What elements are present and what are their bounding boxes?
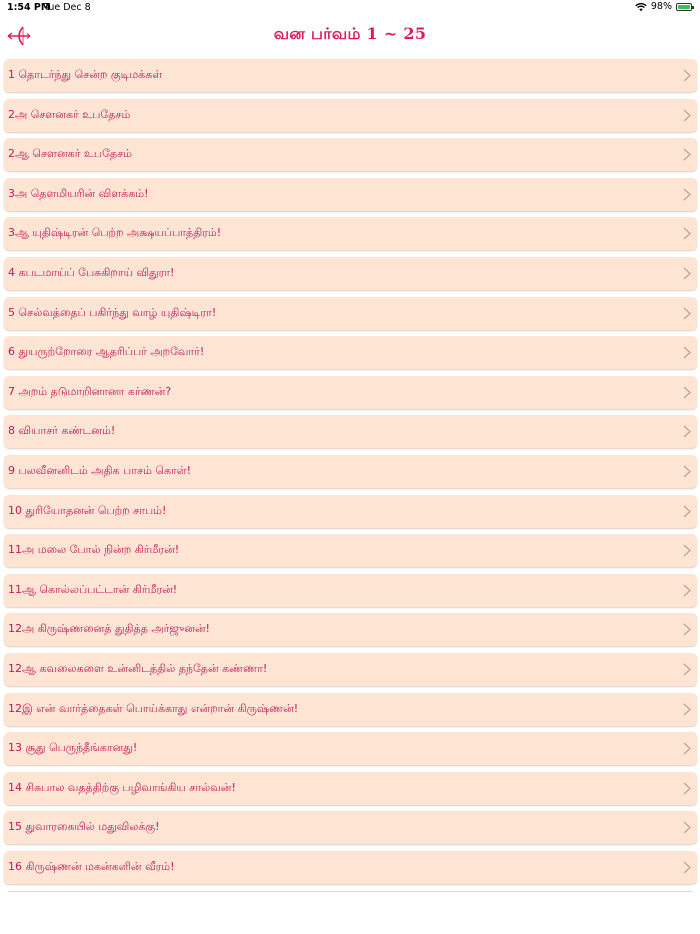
list-item[interactable]: [4, 653, 697, 686]
list-item-label: 15 துவாரகையில் மதுவிலக்கு!: [8, 820, 160, 834]
battery-fill: [678, 5, 690, 9]
chevron-right-icon: [683, 782, 691, 795]
list-item-label: 4 கபடமாய்ப் பேசுகிறாய் விதுரா!: [8, 265, 175, 279]
chevron-right-icon: [683, 623, 691, 636]
chevron-right-icon: [683, 505, 691, 518]
list-item[interactable]: [4, 138, 697, 171]
list-item-label: 9 பலவீனனிடம் அதிக பாசம் கொள்!: [8, 463, 192, 477]
list-item[interactable]: [4, 613, 697, 646]
list-item-label: 12இ என் வார்த்தைகள் பொய்க்காது என்றான் கிருஷ்ணன்!: [8, 701, 299, 715]
chevron-right-icon: [683, 267, 691, 280]
battery-percent: 98%: [650, 1, 672, 12]
list-item-label: 2அ சௌனகர் உபதேசம்: [8, 107, 131, 121]
chevron-right-icon: [683, 386, 691, 399]
list-item[interactable]: [4, 99, 697, 132]
list-item[interactable]: [4, 574, 697, 607]
status-right: [635, 1, 692, 12]
battery-icon: [676, 3, 692, 11]
list-item[interactable]: [4, 59, 697, 92]
list-item-label: 2ஆ சௌனகர் உபதேசம்: [8, 147, 133, 161]
page-title: வன பர்வம் 1 ~ 25: [273, 24, 427, 43]
status-bar: [0, 0, 700, 16]
list-item-label: 1 தொடர்ந்து சென்ற குடிமக்கள்: [8, 68, 163, 81]
list-item[interactable]: [4, 455, 697, 488]
list-item-label: 13 சூது பெருந்தீங்கானது!: [8, 741, 138, 755]
list-item-label: 12அ கிருஷ்ணனைத் துதித்த அர்ஜுனன்!: [8, 622, 210, 636]
status-date: Tue Dec 8: [44, 2, 91, 13]
chapter-list: [4, 59, 697, 890]
list-item-label: 16 கிருஷ்ணன் மகன்களின் வீரம்!: [8, 859, 175, 873]
list-item[interactable]: [4, 415, 697, 448]
list-item[interactable]: [4, 336, 697, 369]
list-item[interactable]: [4, 297, 697, 330]
list-item[interactable]: [4, 376, 697, 409]
list-item-label: 3அ தௌமியரின் விளக்கம்!: [8, 186, 149, 200]
chevron-right-icon: [683, 544, 691, 557]
list-bottom-divider: [8, 891, 693, 892]
list-item[interactable]: [4, 495, 697, 528]
list-item-label: 7 அறம் தடுமாறினானா கர்ணன்?: [8, 384, 172, 398]
chevron-right-icon: [683, 742, 691, 755]
chevron-right-icon: [683, 346, 691, 359]
list-item[interactable]: [4, 851, 697, 884]
list-item[interactable]: [4, 534, 697, 567]
list-item[interactable]: [4, 178, 697, 211]
list-item[interactable]: [4, 732, 697, 765]
chevron-right-icon: [683, 188, 691, 201]
list-item[interactable]: [4, 217, 697, 250]
chevron-right-icon: [683, 465, 691, 478]
chevron-right-icon: [683, 584, 691, 597]
chevron-right-icon: [683, 861, 691, 874]
list-item-label: 11அ மலை போல் நின்ற கிர்மீரன்!: [8, 543, 180, 557]
list-item[interactable]: [4, 693, 697, 726]
chevron-right-icon: [683, 109, 691, 122]
chevron-right-icon: [683, 69, 691, 82]
list-item[interactable]: [4, 811, 697, 844]
list-item-label: 6 துயருற்றோரை ஆதரிப்பர் அறவோர்!: [8, 345, 205, 359]
chevron-right-icon: [683, 307, 691, 320]
nav-bar: [0, 16, 700, 56]
list-item-label: 11ஆ கொல்லப்பட்டான் கிர்மீரன்!: [8, 582, 178, 596]
list-item-label: 14 சிசுபால வதத்திற்கு பழிவாங்கிய சால்வன்!: [8, 780, 236, 794]
list-item[interactable]: [4, 257, 697, 290]
list-item-label: 5 செல்வத்தைப் பகிர்ந்து வாழ் யுதிஷ்டிரா!: [8, 305, 217, 319]
list-item-label: 3ஆ யுதிஷ்டிரன் பெற்ற அக்ஷயப்பாத்திரம்!: [8, 226, 222, 240]
chevron-right-icon: [683, 663, 691, 676]
chevron-right-icon: [683, 425, 691, 438]
list-item[interactable]: [4, 772, 697, 805]
chevron-right-icon: [683, 227, 691, 240]
list-item-label: 12ஆ கவலைகளை உன்னிடத்தில் தந்தேன் கண்ணா!: [8, 661, 268, 675]
list-item-label: 8 வியாசர் கண்டனம்!: [8, 424, 116, 438]
status-time: 1:54 PM: [7, 2, 51, 13]
chevron-right-icon: [683, 821, 691, 834]
list-item-label: 10 துரியோதனன் பெற்ற சாபம்!: [8, 503, 167, 517]
chevron-right-icon: [683, 148, 691, 161]
wifi-icon: [635, 2, 647, 12]
chevron-right-icon: [683, 703, 691, 716]
